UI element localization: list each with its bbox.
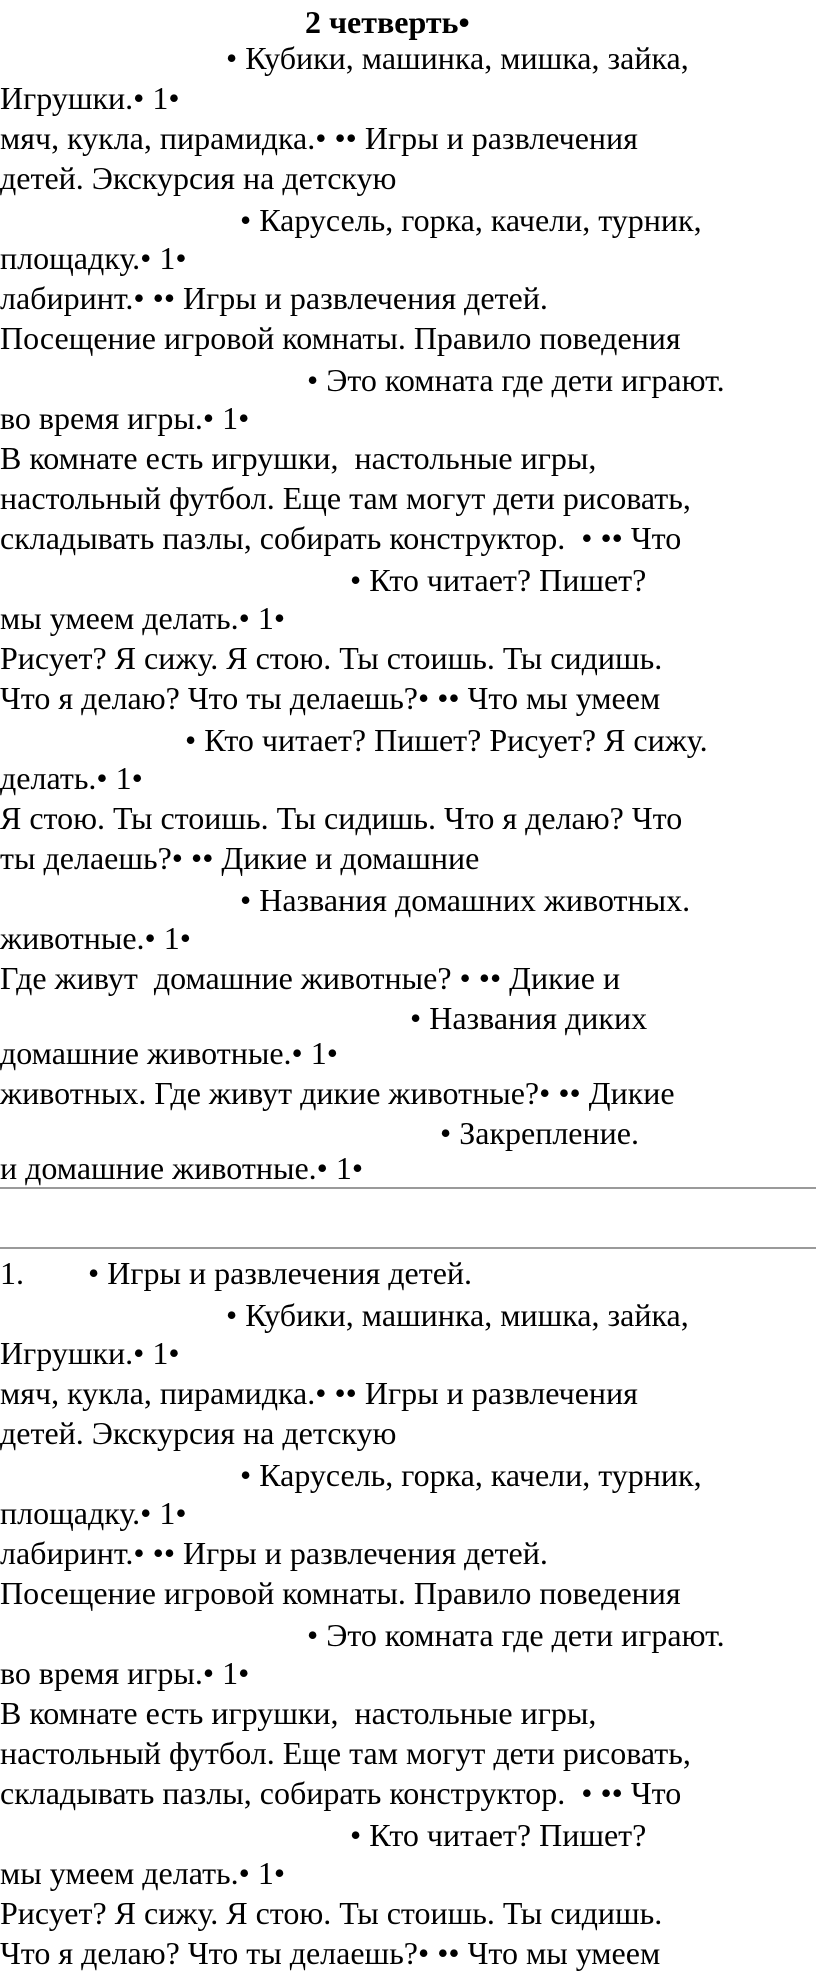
text-line: площадку.• 1• xyxy=(0,240,187,276)
text-line: складывать пазлы, собирать конструктор. • •• Что xyxy=(0,520,682,556)
text-line: детей. Экскурсия на детскую xyxy=(0,1415,397,1451)
text-line: • Названия диких xyxy=(410,1000,648,1036)
text-line: лабиринт.• •• Игры и развлечения детей. xyxy=(0,280,548,316)
text-line: Посещение игровой комнаты. Правило поведения xyxy=(0,320,681,356)
text-line: Игрушки.• 1• xyxy=(0,80,180,116)
text-line: • Кубики, машинка, мишка, зайка, xyxy=(226,40,689,76)
text-line: Рисует? Я сижу. Я стою. Ты стоишь. Ты сидишь. xyxy=(0,640,663,676)
text-line: 1. • Игры и развлечения детей. xyxy=(0,1255,473,1291)
text-line: лабиринт.• •• Игры и развлечения детей. xyxy=(0,1535,548,1571)
text-line: площадку.• 1• xyxy=(0,1495,187,1531)
text-line: детей. Экскурсия на детскую xyxy=(0,160,397,196)
text-line: и домашние животные.• 1• xyxy=(0,1150,364,1186)
text-line: В комнате есть игрушки, настольные игры, xyxy=(0,1695,597,1731)
text-line: мяч, кукла, пирамидка.• •• Игры и развлечения xyxy=(0,1375,638,1411)
text-line: Что я делаю? Что ты делаешь?• •• Что мы умеем xyxy=(0,680,661,716)
text-line: животные.• 1• xyxy=(0,920,191,956)
text-line: Где живут домашние животные? • •• Дикие и xyxy=(0,960,621,996)
text-line: • Названия домашних животных. xyxy=(240,882,691,918)
divider-line xyxy=(0,1247,816,1249)
text-line: • Карусель, горка, качели, турник, xyxy=(240,202,702,238)
page-title: 2 четверть• xyxy=(305,4,470,40)
text-line: складывать пазлы, собирать конструктор. • •• Что xyxy=(0,1775,682,1811)
text-line: • Это комната где дети играют. xyxy=(307,362,725,398)
text-line: настольный футбол. Еще там могут дети рисовать, xyxy=(0,1735,691,1771)
text-line: Что я делаю? Что ты делаешь?• •• Что мы умеем xyxy=(0,1935,661,1971)
text-line: во время игры.• 1• xyxy=(0,1655,250,1691)
text-line: домашние животные.• 1• xyxy=(0,1035,338,1071)
text-line: мы умеем делать.• 1• xyxy=(0,1855,286,1891)
text-line: • Кто читает? Пишет? xyxy=(350,1817,647,1853)
text-line: животных. Где живут дикие животные?• •• Дикие xyxy=(0,1075,675,1111)
text-line: мяч, кукла, пирамидка.• •• Игры и развлечения xyxy=(0,120,638,156)
text-line: В комнате есть игрушки, настольные игры, xyxy=(0,440,597,476)
text-line: • Это комната где дети играют. xyxy=(307,1617,725,1653)
text-line: мы умеем делать.• 1• xyxy=(0,600,286,636)
text-line: во время игры.• 1• xyxy=(0,400,250,436)
text-line: делать.• 1• xyxy=(0,760,143,796)
text-line: • Кубики, машинка, мишка, зайка, xyxy=(226,1297,689,1333)
text-line: Я стою. Ты стоишь. Ты сидишь. Что я делаю? Что xyxy=(0,800,683,836)
text-line: • Закрепление. xyxy=(440,1115,639,1151)
text-line: • Кто читает? Пишет? xyxy=(350,562,647,598)
text-line: настольный футбол. Еще там могут дети рисовать, xyxy=(0,480,691,516)
text-line: • Кто читает? Пишет? Рисует? Я сижу. xyxy=(185,722,708,758)
text-line: ты делаешь?• •• Дикие и домашние xyxy=(0,840,480,876)
text-line: • Карусель, горка, качели, турник, xyxy=(240,1457,702,1493)
text-line: Рисует? Я сижу. Я стою. Ты стоишь. Ты сидишь. xyxy=(0,1895,663,1931)
text-line: Посещение игровой комнаты. Правило поведения xyxy=(0,1575,681,1611)
text-line: Игрушки.• 1• xyxy=(0,1335,180,1371)
divider-line xyxy=(0,1187,816,1189)
